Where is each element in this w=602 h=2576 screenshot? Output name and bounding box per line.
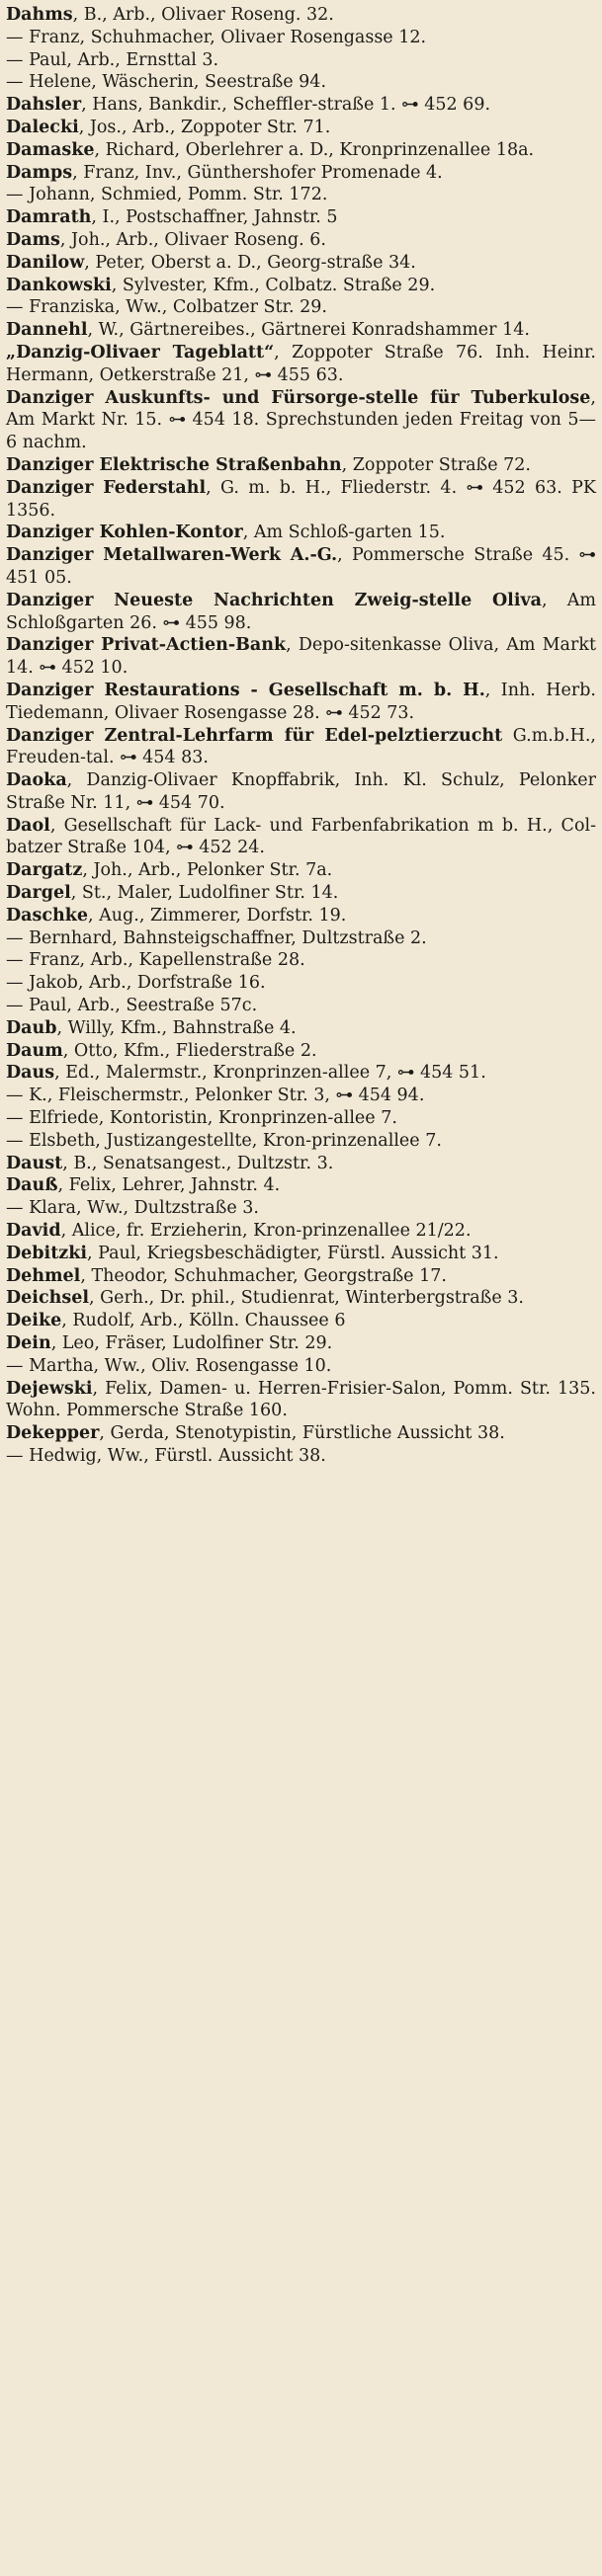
entry-details: , Hans, Bankdir., Scheffler-straße 1. ⊶ 452 69. (81, 95, 491, 116)
entry-details: , Otto, Kfm., Fliederstraße 2. (62, 1040, 317, 1061)
entry-details: — Martha, Ww., Oliv. Rosengasse 10. (6, 1355, 332, 1376)
entry-details: — Franz, Schuhmacher, Olivaer Rosengasse 12. (6, 27, 427, 47)
directory-entry (6, 1174, 596, 1197)
directory-entry (6, 1332, 596, 1355)
entry-name: Danziger Zentral-Lehrfarm für Edel-pelztierzucht (6, 725, 503, 746)
entry-details: , Rudolf, Arb., Kölln. Chaussee 6 (61, 1311, 346, 1331)
directory-entry (6, 71, 596, 94)
directory-entry (6, 1422, 596, 1445)
entry-details: , B., Senatsangest., Dultzstr. 3. (62, 1153, 334, 1173)
entry-details: , Willy, Kfm., Bahnstraße 4. (56, 1017, 297, 1038)
entry-name: Damrath (6, 207, 92, 228)
entry-details: , Inh. Herb. Tiedemann, Olivaer Rosengasse 28. ⊶ 452 73. (6, 680, 596, 723)
entry-details: — Johann, Schmied, Pomm. Str. 172. (6, 185, 328, 205)
entry-details: , Zoppoter Straße 72. (341, 454, 531, 475)
directory-entry (6, 1445, 596, 1468)
entry-details: — Elsbeth, Justizangestellte, Kron-prinzenallee 7. (6, 1130, 442, 1151)
directory-entry (6, 1310, 596, 1332)
directory-entry (6, 927, 596, 950)
directory-entry (6, 859, 596, 882)
directory-entry (6, 139, 596, 162)
directory-entry (6, 1265, 596, 1288)
directory-entry (6, 882, 596, 905)
entry-name: Danziger Auskunfts- und Fürsorge-stelle für Tuberkulose (6, 387, 591, 408)
directory-entry (6, 995, 596, 1017)
entry-details: , Peter, Oberst a. D., Georg-straße 34. (84, 252, 416, 273)
entry-details: — Jakob, Arb., Dorfstraße 16. (6, 973, 266, 994)
entry-name: Daust (6, 1153, 63, 1173)
entry-name: Daum (6, 1040, 63, 1061)
directory-entry (6, 1107, 596, 1130)
directory-entry (6, 680, 596, 725)
entry-name: Dehmel (6, 1265, 81, 1286)
directory-entry (6, 1062, 596, 1085)
entry-name: Danilow (6, 252, 85, 273)
entry-name: Dein (6, 1333, 51, 1354)
directory-entry (6, 544, 596, 590)
directory-entry (6, 1220, 596, 1243)
entry-details: , Gesellschaft für Lack- und Farbenfabrikation m b. H., Col-batzer Straße 104, ⊶ 452 24. (6, 815, 596, 858)
entry-details: , Theodor, Schuhmacher, Georgstraße 17. (80, 1265, 447, 1286)
entry-details: , Jos., Arb., Zoppoter Str. 71. (78, 117, 331, 137)
directory-entry (6, 27, 596, 49)
directory-entry (6, 184, 596, 206)
entry-details: — Paul, Arb., Seestraße 57c. (6, 996, 258, 1016)
entry-details: , Felix, Damen- u. Herren-Frisier-Salon, Pomm. Str. 135. Wohn. Pommersche Straße 160. (6, 1378, 596, 1421)
entry-details: , Danzig-Olivaer Knopffabrik, Inh. Kl. Schulz, Pelonker Straße Nr. 11, ⊶ 454 70. (6, 770, 596, 813)
directory-entry (6, 725, 596, 770)
entry-name: Dalecki (6, 117, 79, 137)
entry-details: — Bernhard, Bahnsteigschaffner, Dultzstraße 2. (6, 927, 427, 948)
directory-entry (6, 387, 596, 454)
entry-details: , B., Arb., Olivaer Roseng. 32. (72, 5, 334, 25)
directory-entry (6, 252, 596, 275)
directory-entry (6, 905, 596, 927)
entry-name: Danziger Elektrische Straßenbahn (6, 454, 342, 475)
directory-entry (6, 477, 596, 523)
entry-name: David (6, 1221, 61, 1242)
entry-name: Danziger Restaurations - Gesellschaft m. b. H. (6, 680, 485, 700)
entry-name: Damaske (6, 139, 95, 160)
directory-entry (6, 94, 596, 117)
entry-details: — Elfriede, Kontoristin, Kronprinzen-allee 7. (6, 1108, 397, 1129)
directory-entry (6, 1378, 596, 1423)
entry-details: , Joh., Arb., Olivaer Roseng. 6. (59, 229, 326, 250)
directory-entry (6, 1040, 596, 1063)
entry-name: Dahms (6, 5, 73, 25)
directory-entry (6, 815, 596, 860)
entry-name: Danziger Privat-Actien-Bank (6, 635, 287, 656)
directory-entry (6, 634, 596, 680)
directory-entry (6, 1085, 596, 1107)
directory-entry (6, 296, 596, 319)
entry-details: , Gerda, Stenotypistin, Fürstliche Aussicht 38. (99, 1423, 505, 1444)
entry-details: , Am Schloß-garten 15. (242, 523, 446, 543)
entry-details: , Depo-sitenkasse Oliva, Am Markt 14. ⊶ 452 10. (6, 635, 596, 679)
entry-name: Damps (6, 162, 73, 183)
entry-details: — Franz, Arb., Kapellenstraße 28. (6, 950, 305, 971)
entry-details: , I., Postschaffner, Jahnstr. 5 (91, 207, 338, 228)
entry-details: , St., Maler, Ludolfiner Str. 14. (70, 883, 339, 904)
directory-entry (6, 1017, 596, 1040)
entry-details: , W., Gärtnereibes., Gärtnerei Konradshammer 14. (87, 320, 530, 341)
directory-entry (6, 972, 596, 995)
entry-details: — Paul, Arb., Ernsttal 3. (6, 49, 219, 70)
directory-entry (6, 4, 596, 27)
entry-details: , Paul, Kriegsbeschädigter, Fürstl. Aussicht 31. (87, 1243, 499, 1263)
directory-entry-list (6, 4, 596, 1468)
entry-name: Dargel (6, 883, 71, 904)
entry-name: Dams (6, 229, 60, 250)
entry-details: , Richard, Oberlehrer a. D., Kronprinzenallee 18a. (94, 139, 535, 160)
entry-name: Debitzki (6, 1243, 87, 1263)
entry-name: Danziger Federstahl (6, 477, 207, 498)
entry-name: Daschke (6, 905, 89, 926)
directory-entry (6, 49, 596, 72)
entry-name: Dekepper (6, 1423, 100, 1444)
entry-name: Danziger Kohlen-Kontor (6, 523, 243, 543)
entry-details: — Franziska, Ww., Colbatzer Str. 29. (6, 297, 327, 318)
directory-entry (6, 229, 596, 252)
entry-name: Deichsel (6, 1288, 89, 1309)
entry-details: G.m.b.H., Freuden-tal. ⊶ 454 83. (6, 725, 596, 768)
directory-entry (6, 769, 596, 815)
directory-entry (6, 1153, 596, 1175)
directory-entry (6, 1130, 596, 1153)
entry-name: Daoka (6, 770, 67, 791)
entry-details: , Leo, Fräser, Ludolfiner Str. 29. (50, 1333, 333, 1354)
entry-details: — Hedwig, Ww., Fürstl. Aussicht 38. (6, 1446, 326, 1466)
directory-entry (6, 1355, 596, 1378)
entry-name: Danziger Metallwaren-Werk A.-G. (6, 545, 338, 566)
entry-details: — Helene, Wäscherin, Seestraße 94. (6, 72, 327, 93)
entry-details: , Am Markt Nr. 15. ⊶ 454 18. Sprechstunden jeden Freitag von 5—6 nachm. (6, 387, 596, 453)
directory-entry (6, 1287, 596, 1310)
entry-details: , Joh., Arb., Pelonker Str. 7a. (82, 860, 333, 881)
entry-details: , Gerh., Dr. phil., Studienrat, Winterbergstraße 3. (88, 1288, 524, 1309)
directory-entry (6, 342, 596, 387)
entry-name: Daus (6, 1063, 55, 1084)
directory-entry (6, 319, 596, 342)
entry-details: , Alice, fr. Erzieherin, Kron-prinzenallee 21/22. (60, 1221, 472, 1242)
entry-name: Dauß (6, 1175, 58, 1196)
directory-entry (6, 454, 596, 477)
directory-entry (6, 522, 596, 544)
entry-name: Dahsler (6, 95, 82, 116)
entry-name: „Danzig-Olivaer Tageblatt“ (6, 342, 275, 362)
directory-entry (6, 275, 596, 297)
entry-name: Dejewski (6, 1378, 93, 1399)
entry-name: Dankowski (6, 275, 112, 295)
directory-entry (6, 162, 596, 185)
entry-details: , Aug., Zimmerer, Dorfstr. 19. (88, 905, 347, 926)
directory-entry (6, 590, 596, 635)
entry-details: , Pommersche Straße 45. ⊶ 451 05. (6, 545, 596, 588)
entry-details: , Zoppoter Straße 76. Inh. Heinr. Hermann, Oetkerstraße 21, ⊶ 455 63. (6, 342, 596, 385)
entry-details: , Am Schloßgarten 26. ⊶ 455 98. (6, 590, 597, 633)
entry-name: Deike (6, 1311, 62, 1331)
entry-details: , Sylvester, Kfm., Colbatz. Straße 29. (111, 275, 436, 295)
entry-details: , Felix, Lehrer, Jahnstr. 4. (57, 1175, 281, 1196)
entry-details: — K., Fleischermstr., Pelonker Str. 3, ⊶ 454 94. (6, 1086, 425, 1106)
directory-entry (6, 949, 596, 972)
entry-name: Daol (6, 815, 50, 836)
entry-name: Daub (6, 1017, 57, 1038)
directory-entry (6, 1243, 596, 1265)
entry-details: — Klara, Ww., Dultzstraße 3. (6, 1198, 259, 1219)
entry-name: Dargatz (6, 860, 83, 881)
entry-name: Danziger Neueste Nachrichten Zweig-stelle Oliva (6, 590, 542, 610)
entry-details: , G. m. b. H., Fliederstr. 4. ⊶ 452 63. PK 1356. (6, 477, 596, 521)
directory-entry (6, 1197, 596, 1220)
entry-name: Dannehl (6, 320, 88, 341)
entry-details: , Franz, Inv., Günthershofer Promenade 4. (72, 162, 443, 183)
directory-entry (6, 206, 596, 229)
entry-details: , Ed., Malermstr., Kronprinzen-allee 7, ⊶ 454 51. (54, 1063, 486, 1084)
directory-entry (6, 117, 596, 139)
